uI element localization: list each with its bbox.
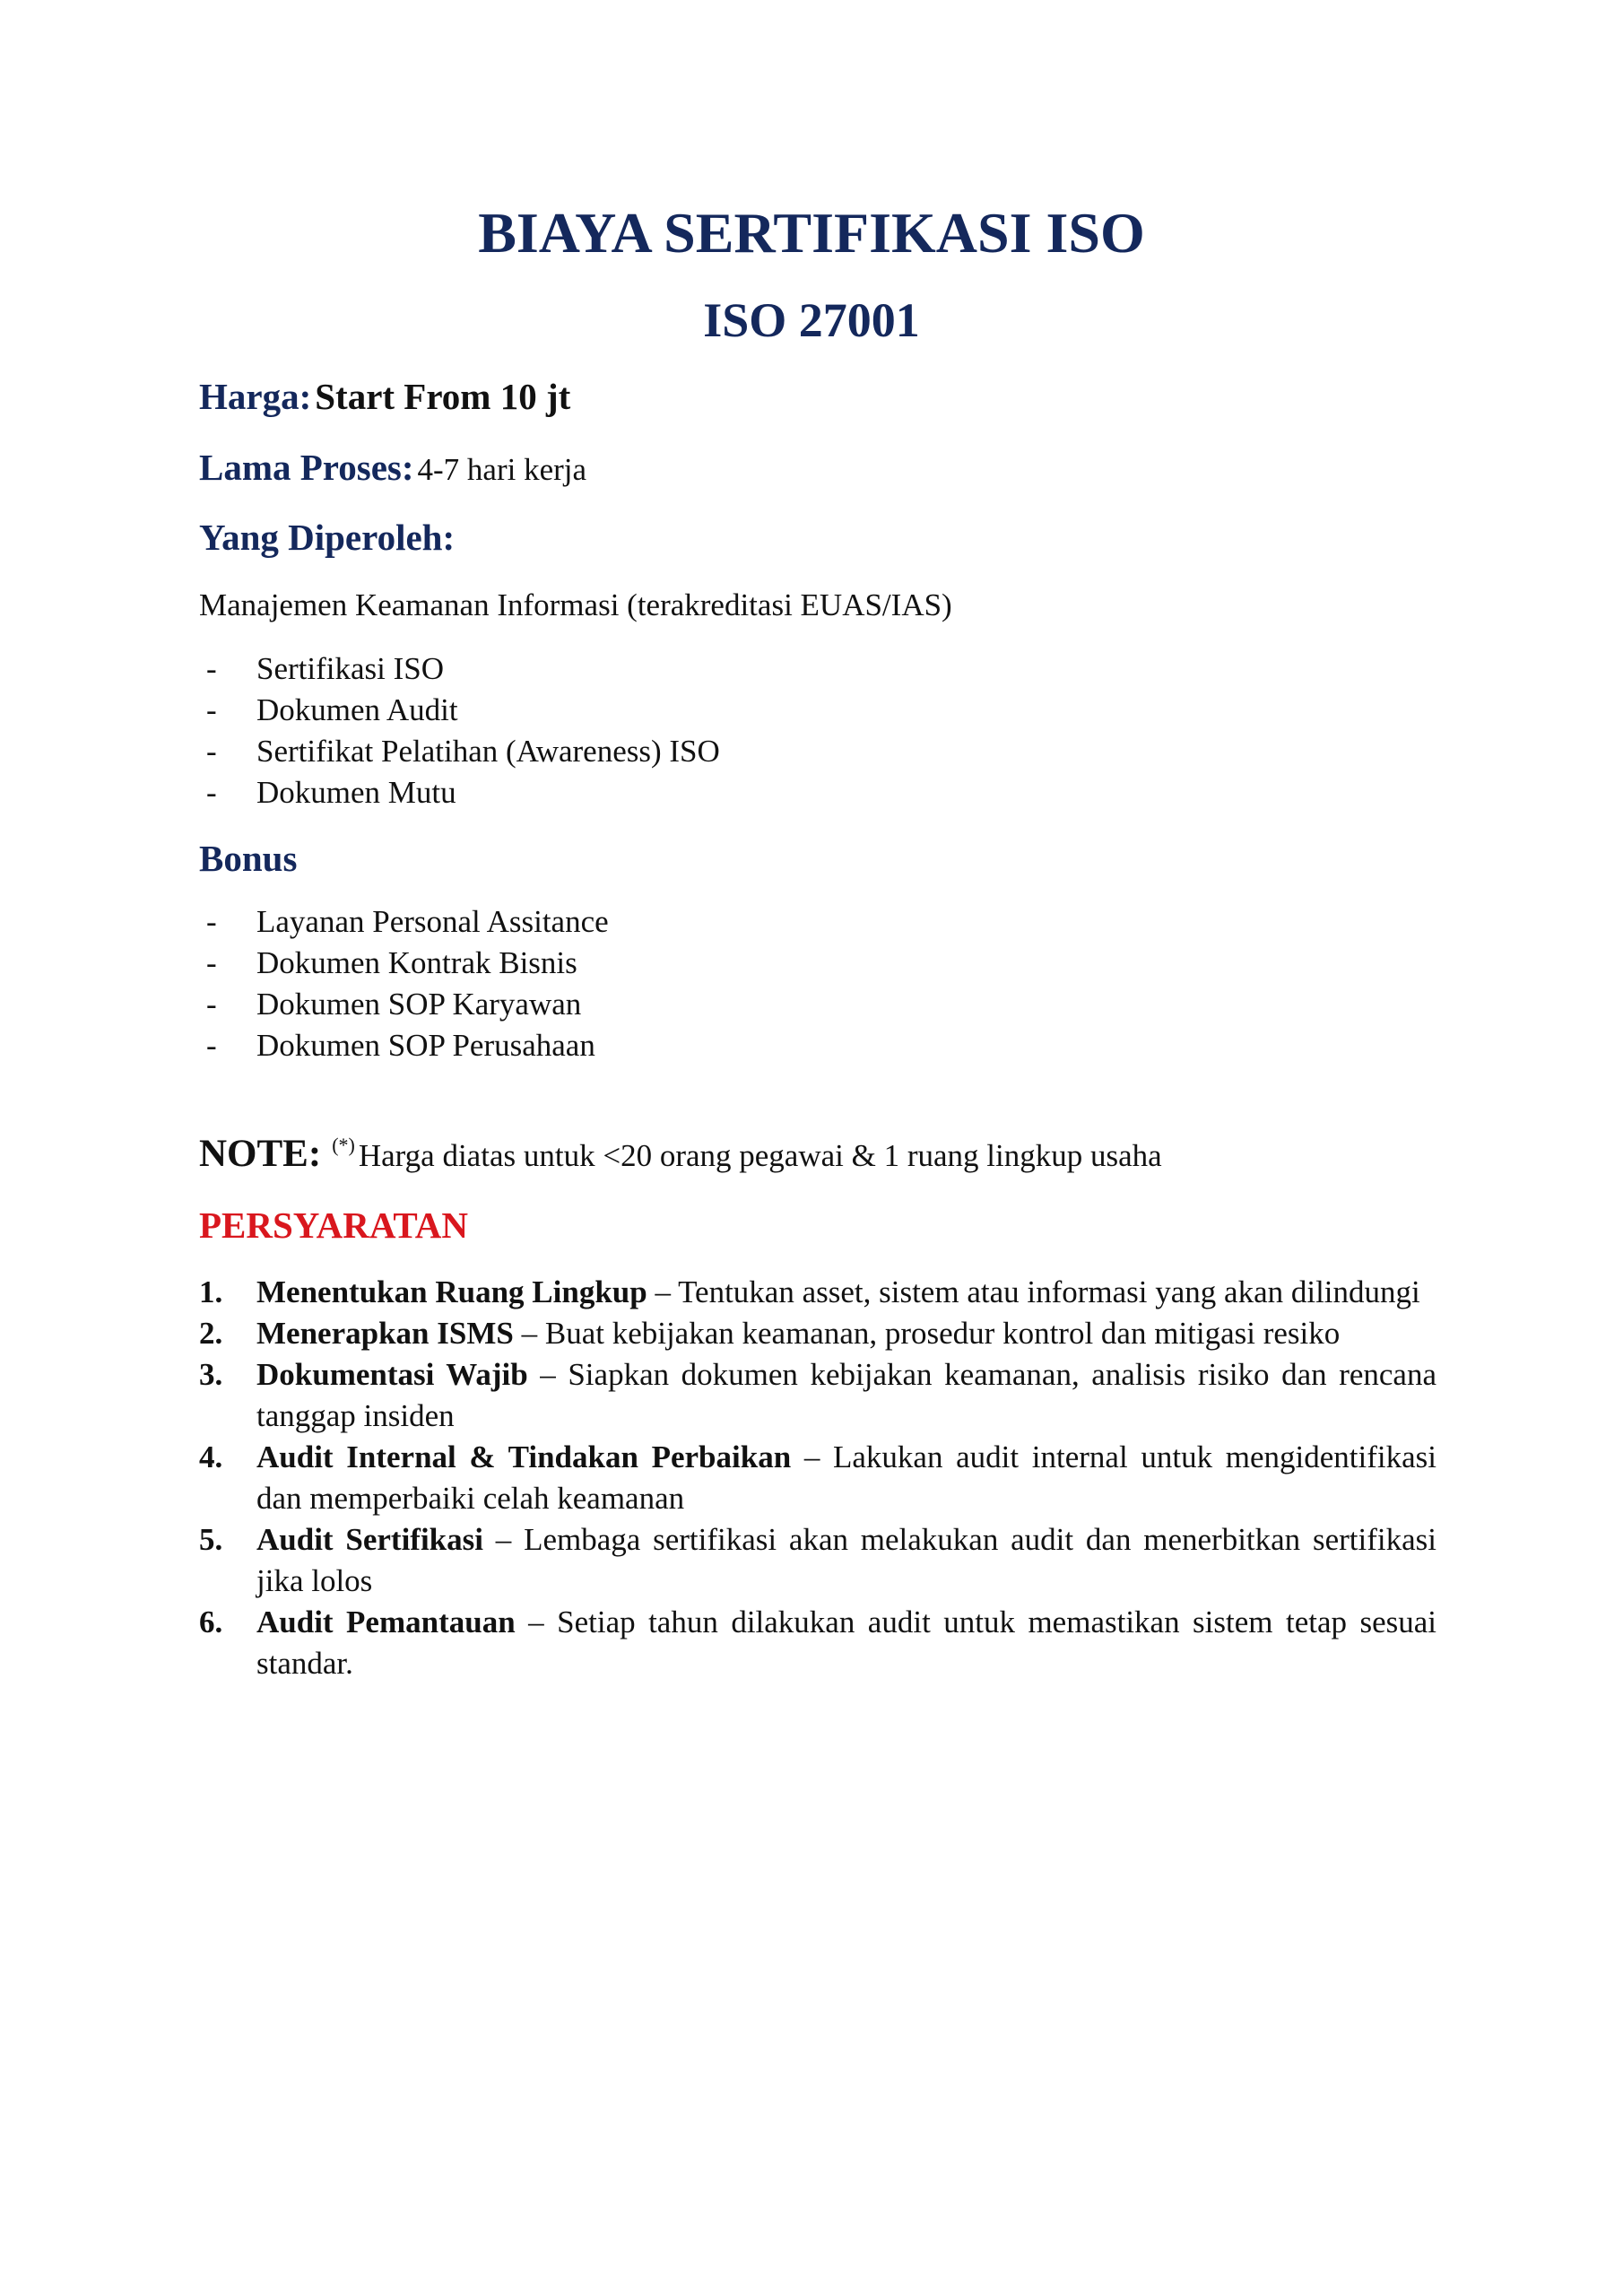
list-item: - Dokumen Audit <box>206 692 458 727</box>
duration-value: 4-7 hari kerja <box>417 452 587 487</box>
list-item: - Dokumen Kontrak Bisnis <box>206 945 577 980</box>
requirements-heading: PERSYARATAN <box>199 1205 468 1246</box>
list-item: 5. Audit Sertifikasi – Lembaga sertifikasi akan melakukan audit dan menerbitkan sertifikasi jika lolos <box>199 1522 1436 1598</box>
note-row <box>199 1132 1162 1176</box>
page-subtitle: ISO 27001 <box>703 293 920 347</box>
list-item: - Sertifikat Pelatihan (Awareness) ISO <box>206 734 720 769</box>
list-item: - Dokumen SOP Perusahaan <box>206 1028 595 1063</box>
list-item: - Sertifikasi ISO <box>206 651 445 686</box>
price-value: Start From 10 jt <box>315 376 571 417</box>
note-label: NOTE: <box>199 1133 322 1175</box>
bonus-list <box>199 901 609 1066</box>
note-marker: (*) <box>332 1134 355 1156</box>
benefits-heading: Yang Diperoleh: <box>199 517 456 558</box>
list-item: 3. Dokumentasi Wajib – Siapkan dokumen kebijakan keamanan, analisis risiko dan rencana tanggap insiden <box>199 1357 1436 1433</box>
bonus-heading: Bonus <box>199 838 298 879</box>
note-text: Harga diatas untuk <20 orang pegawai & 1 ruang lingkup usaha <box>358 1138 1162 1173</box>
benefits-intro: Manajemen Keamanan Informasi (terakreditasi EUAS/IAS) <box>199 587 952 622</box>
price-row <box>199 375 570 418</box>
requirements-list <box>199 1272 1436 1684</box>
list-item: - Dokumen Mutu <box>206 775 456 810</box>
list-item: 1. Menentukan Ruang Lingkup – Tentukan asset, sistem atau informasi yang akan dilindungi <box>199 1274 1420 1309</box>
list-item: 2. Menerapkan ISMS – Buat kebijakan keamanan, prosedur kontrol dan mitigasi resiko <box>199 1316 1341 1351</box>
list-item: 4. Audit Internal & Tindakan Perbaikan – Lakukan audit internal untuk mengidentifikasi dan memperbaiki celah keamanan <box>199 1439 1436 1516</box>
duration-label: Lama Proses: <box>199 447 414 488</box>
list-item: - Layanan Personal Assitance <box>206 904 609 939</box>
price-label: Harga: <box>199 376 312 417</box>
page-title: BIAYA SERTIFIKASI ISO <box>478 201 1145 265</box>
duration-row <box>199 446 586 489</box>
list-item: 6. Audit Pemantauan – Setiap tahun dilakukan audit untuk memastikan sistem tetap sesuai standar. <box>199 1605 1436 1681</box>
benefits-list <box>199 648 720 813</box>
list-item: - Dokumen SOP Karyawan <box>206 987 582 1022</box>
